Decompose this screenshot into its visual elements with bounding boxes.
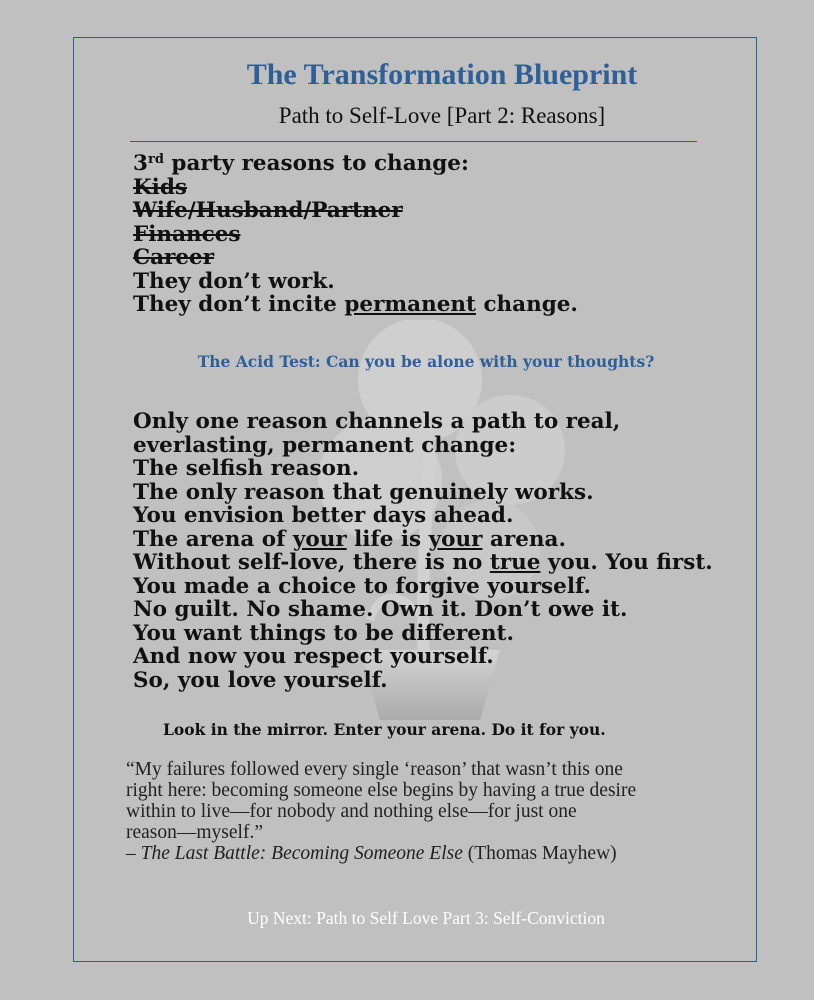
mirror-callout: Look in the mirror. Enter your arena. Do it for you.: [163, 720, 606, 739]
struck-item: Career: [133, 245, 215, 270]
selfish-reason-section: [133, 410, 713, 692]
text-line: everlasting, permanent change:: [133, 432, 517, 458]
quote-line: within to live—for nobody and nothing else—for just one: [126, 801, 577, 822]
struck-item: Wife/Husband/Partner: [133, 198, 403, 223]
quote-line: “My failures followed every single ‘reason’ that wasn’t this one: [126, 759, 623, 780]
third-party-heading: 3rd party reasons to change:: [133, 151, 469, 176]
quote-attribution: – The Last Battle: Becoming Someone Else (Thomas Mayhew): [126, 843, 617, 864]
struck-item: Kids: [133, 174, 187, 200]
dont-incite-line: They don’t incite permanent change.: [133, 292, 578, 317]
quote-line: reason—myself.”: [126, 822, 263, 843]
text-line: The only reason that genuinely works.: [133, 479, 594, 505]
page-subtitle: Path to Self-Love [Part 2: Reasons]: [278, 103, 606, 128]
text-line: You envision better days ahead.: [133, 503, 514, 528]
text-line: So, you love yourself.: [133, 667, 388, 693]
text-line: The selfish reason.: [133, 456, 360, 481]
text-line: Only one reason channels a path to real,: [133, 409, 621, 434]
text-line: And now you respect yourself.: [133, 644, 494, 669]
acid-test-heading: The Acid Test: Can you be alone with your thoughts?: [197, 352, 655, 371]
true-you-line: Without self-love, there is no true you. You first.: [133, 550, 713, 575]
struck-item: Finances: [133, 221, 241, 247]
text-line: No guilt. No shame. Own it. Don’t owe it.: [133, 597, 628, 622]
title-divider: [130, 141, 697, 142]
third-party-section: [133, 152, 578, 317]
text-line: You want things to be different.: [133, 620, 514, 646]
quote-line: right here: becoming someone else begins by having a true desire: [126, 780, 637, 801]
up-next-footer: Up Next: Path to Self Love Part 3: Self-Conviction: [247, 908, 605, 928]
text-line: You made a choice to forgive yourself.: [133, 573, 591, 599]
page-title: The Transformation Blueprint: [246, 58, 638, 91]
dont-work-line: They don’t work.: [133, 268, 335, 294]
arena-line: The arena of your life is your arena.: [133, 526, 566, 552]
quote-block: [126, 759, 726, 864]
